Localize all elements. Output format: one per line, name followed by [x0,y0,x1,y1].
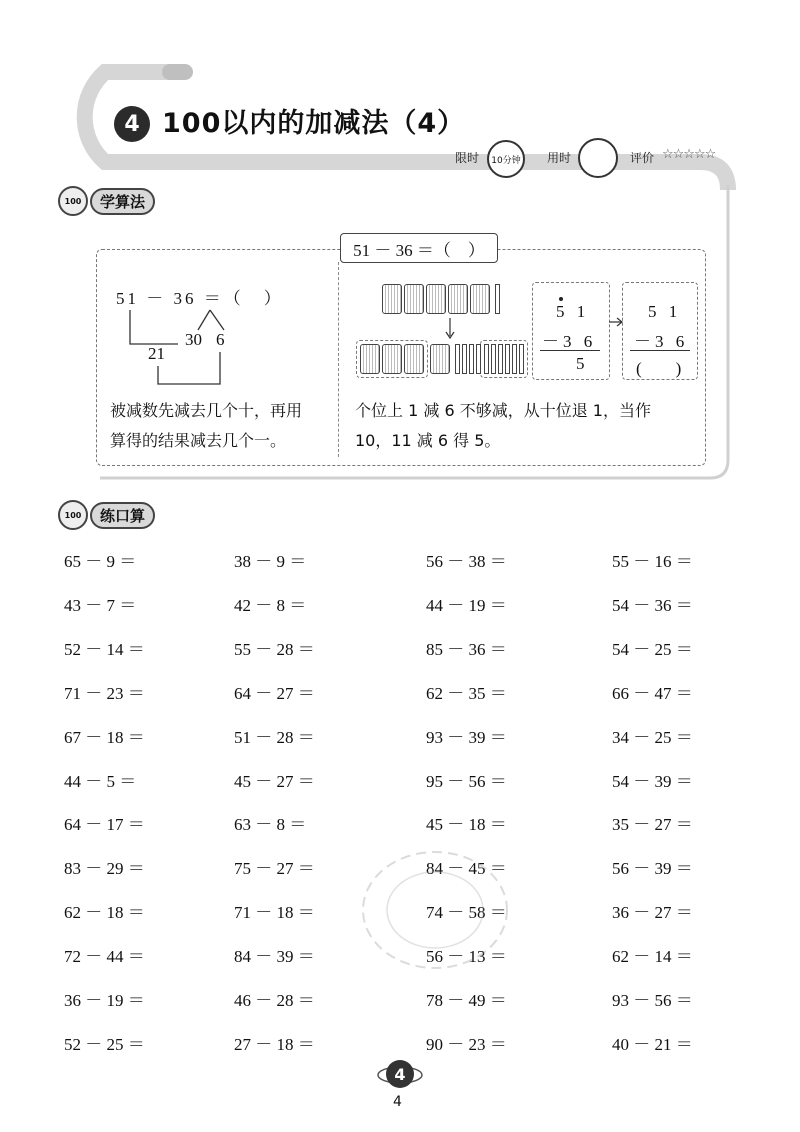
exercise-item[interactable]: 54 － 36 ＝ [612,595,693,615]
exercise-item[interactable]: 40 － 21 ＝ [612,1034,693,1054]
method-top-equation: 51 － 36 ＝（ ） [340,233,498,263]
learn-method-badge [58,186,155,216]
exercise-item[interactable]: 78 － 49 ＝ [426,991,507,1010]
page-badge: 4 [386,1060,414,1088]
exercise-item[interactable]: 93 － 56 ＝ [612,991,693,1010]
right-explanation-2: 10，11 减 6 得 5。 [355,431,501,450]
exercise-item[interactable]: 64 － 27 ＝ [234,683,315,703]
exercise-item[interactable]: 38 － 9 ＝ [234,552,307,571]
rating-label: 评价 [630,151,655,165]
left-explanation-1: 被减数先减去几个十，再用 [110,401,303,420]
exercise-item[interactable]: 56 － 38 ＝ [426,552,507,571]
exercise-item[interactable]: 93 － 39 ＝ [426,727,507,747]
practice-badge [58,500,155,530]
lesson-number-badge: 4 [114,106,150,142]
mascot-icon: 100 [58,186,88,216]
exercise-item[interactable]: 56 － 13 ＝ [426,947,507,967]
exercise-item[interactable]: 52 － 25 ＝ [64,1034,145,1054]
exercise-item[interactable]: 44 － 19 ＝ [426,595,507,615]
exercise-item[interactable]: 51 － 28 ＝ [234,727,315,747]
time-used-clock[interactable] [578,138,618,178]
method-divider [338,262,339,457]
exercise-item[interactable]: 90 － 23 ＝ [426,1034,507,1054]
left-equation: 51 － 36 ＝（ ） [116,289,284,308]
learn-method-label: 学算法 [90,188,155,215]
exercise-item[interactable]: 43 － 7 ＝ [64,595,137,615]
intermediate-result: 21 [148,344,165,363]
exercise-item[interactable]: 45 － 18 ＝ [426,815,507,835]
split-ones: 6 [216,330,225,349]
exercise-item[interactable]: 72 － 44 ＝ [64,947,145,967]
time-limit-clock [487,140,525,178]
exercise-item[interactable]: 84 － 45 ＝ [426,859,507,879]
exercise-item[interactable]: 71 － 23 ＝ [64,683,145,703]
watermark-stamp [345,840,525,980]
exercise-item[interactable]: 66 － 47 ＝ [612,683,693,703]
exercise-item[interactable]: 62 － 14 ＝ [612,947,693,967]
exercise-item[interactable]: 55 － 28 ＝ [234,639,315,659]
exercise-item[interactable]: 85 － 36 ＝ [426,639,507,659]
exercise-item[interactable]: 36 － 19 ＝ [64,991,145,1010]
left-explanation-2: 算得的结果减去几个一。 [110,431,287,450]
vertical1-line [540,350,600,351]
exercise-item[interactable]: 27 － 18 ＝ [234,1034,315,1054]
time-limit-value: 10分钟 [491,155,521,166]
vertical1-result: 5 [576,354,585,373]
exercise-item[interactable]: 54 － 25 ＝ [612,639,693,659]
exercise-item[interactable]: 42 － 8 ＝ [234,595,307,615]
exercise-item[interactable]: 36 － 27 ＝ [612,903,693,923]
exercise-item[interactable]: 75 － 27 ＝ [234,859,315,879]
exercise-item[interactable]: 55 － 16 ＝ [612,552,693,571]
exercise-item[interactable]: 46 － 28 ＝ [234,991,315,1010]
mascot-icon: 100 [58,500,88,530]
practice-label: 练口算 [90,502,155,529]
vertical2-line [630,350,690,351]
page-number: 4 [393,1094,402,1110]
page-title: 100以内的加减法（4） [162,108,466,139]
vertical2-bottom: －3 6 [634,332,689,351]
time-limit-label: 限时 [455,151,480,165]
exercise-item[interactable]: 56 － 39 ＝ [612,859,693,879]
exercise-item[interactable]: 44 － 5 ＝ [64,771,137,791]
exercise-item[interactable]: 95 － 56 ＝ [426,771,507,791]
time-used-label: 用时 [547,151,572,165]
exercise-item[interactable]: 62 － 18 ＝ [64,903,145,923]
exercise-item[interactable]: 52 － 14 ＝ [64,639,145,659]
vertical1-bottom: －3 6 [542,332,597,351]
exercise-item[interactable]: 71 － 18 ＝ [234,903,315,923]
split-tens: 30 [185,330,202,349]
exercise-item[interactable]: 84 － 39 ＝ [234,947,315,967]
down-arrow-icon [444,316,456,342]
vertical1-top: 5 1 [556,302,590,321]
vertical2-top: 5 1 [648,302,682,321]
exercise-item[interactable]: 83 － 29 ＝ [64,859,145,879]
vertical2-answer-blank[interactable]: ( ) [636,359,682,378]
exercise-item[interactable]: 65 － 9 ＝ [64,552,137,571]
exercise-item[interactable]: 62 － 35 ＝ [426,683,507,703]
exercise-item[interactable]: 35 － 27 ＝ [612,815,693,835]
exercise-item[interactable]: 54 － 39 ＝ [612,771,693,791]
exercise-item[interactable]: 74 － 58 ＝ [426,903,507,923]
exercise-item[interactable]: 34 － 25 ＝ [612,727,693,747]
rating-stars-icon[interactable]: ☆☆☆☆☆ [662,147,716,162]
right-explanation-1: 个位上 1 减 6 不够减，从十位退 1，当作 [355,401,651,420]
exercise-item[interactable]: 64 － 17 ＝ [64,815,145,835]
borrow-dot [559,297,563,301]
exercise-item[interactable]: 63 － 8 ＝ [234,815,307,835]
exercise-item[interactable]: 45 － 27 ＝ [234,771,315,791]
exercise-item[interactable]: 67 － 18 ＝ [64,727,145,747]
